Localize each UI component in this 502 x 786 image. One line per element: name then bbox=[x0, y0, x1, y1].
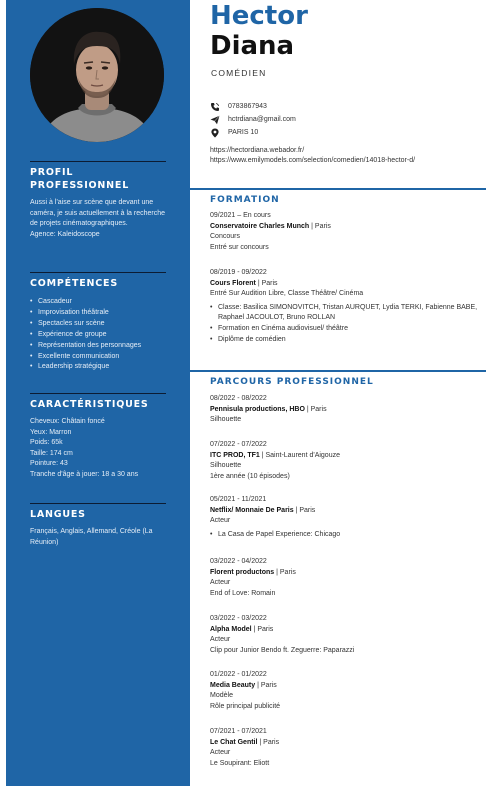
portrait-image bbox=[30, 8, 164, 142]
list-item: • Formation en Cinéma audiovisuel/ théâtre bbox=[210, 324, 486, 335]
experience-entry bbox=[210, 727, 486, 769]
entry-org-line bbox=[210, 451, 486, 462]
entry-place: | Paris bbox=[255, 681, 277, 689]
profile-photo bbox=[30, 8, 164, 142]
entry-org-line bbox=[210, 279, 486, 290]
section-title: PROFIL bbox=[30, 167, 74, 178]
characteristic-line: Tranche d'âge à jouer: 18 a 30 ans bbox=[30, 470, 139, 478]
entry-bullets bbox=[210, 303, 486, 345]
phone-number[interactable]: 0783867943 bbox=[228, 103, 267, 110]
entry-line: Rôle principal publicité bbox=[210, 702, 281, 710]
entry-org-line bbox=[210, 625, 486, 636]
characteristic-line: Cheveux: Châtain foncé bbox=[30, 418, 105, 425]
entry-line: End of Love: Romain bbox=[210, 589, 276, 597]
formation-entry bbox=[210, 268, 486, 345]
job-title: COMÉDIEN bbox=[211, 68, 267, 78]
entry-date: 01/2022 - 01/2022 bbox=[210, 671, 267, 678]
formation-entry bbox=[210, 211, 486, 253]
characteristic-line: Yeux: Marron bbox=[30, 428, 72, 436]
experience-entry bbox=[210, 394, 486, 426]
experience-entry bbox=[210, 670, 486, 712]
entry-org-line bbox=[210, 506, 486, 517]
phone-icon bbox=[210, 101, 222, 112]
entry-place: | Paris bbox=[309, 222, 331, 230]
experience-entry bbox=[210, 495, 486, 540]
first-name: Hector bbox=[210, 1, 308, 31]
entry-org-line bbox=[210, 405, 486, 416]
section-title: LANGUES bbox=[30, 509, 86, 520]
entry-date: 05/2021 - 11/2021 bbox=[210, 496, 267, 503]
characteristic-line: Poids: 65k bbox=[30, 439, 63, 447]
divider bbox=[30, 272, 166, 273]
entry-org: Netflix/ Monnaie De Paris bbox=[210, 506, 294, 514]
entry-line: Clip pour Junior Bendo ft. Zeguerre: Paparazzi bbox=[210, 646, 355, 654]
website-link[interactable]: https://hectordiana.webador.fr/ bbox=[210, 147, 305, 154]
entry-org: ITC PROD, TF1 bbox=[210, 451, 260, 459]
entry-place: | Paris bbox=[293, 506, 316, 514]
entry-org: Media Beauty bbox=[210, 681, 256, 689]
languages-text: Français, Anglais, Allemand, Créole (La Réunion) bbox=[30, 528, 153, 546]
list-item: • Improvisation théâtrale bbox=[30, 308, 170, 319]
entry-org: Florent productons bbox=[210, 568, 275, 576]
entry-org: Cours Florent bbox=[210, 279, 256, 287]
main-content bbox=[190, 0, 502, 786]
entry-line: Concours bbox=[210, 233, 240, 241]
section-title-parcours: PARCOURS PROFESSIONNEL bbox=[210, 377, 374, 387]
entry-org: Conservatoire Charles Munch bbox=[210, 222, 310, 230]
phone-row bbox=[210, 100, 490, 113]
entry-line: Acteur bbox=[210, 517, 231, 525]
section-title: PROFESSIONNEL bbox=[30, 180, 130, 191]
profil-agency: Agence: Kaleidoscope bbox=[30, 230, 100, 238]
email-row bbox=[210, 113, 490, 126]
divider bbox=[190, 370, 486, 372]
section-title: COMPÉTENCES bbox=[30, 278, 118, 289]
entry-line: Acteur bbox=[210, 636, 231, 644]
entry-place: | Paris bbox=[257, 738, 280, 746]
entry-org-line bbox=[210, 568, 486, 579]
divider bbox=[30, 393, 166, 394]
section-caracteristiques bbox=[30, 393, 170, 481]
entry-line: Silhouette bbox=[210, 462, 242, 470]
entry-date: 03/2022 - 03/2022 bbox=[210, 615, 267, 622]
section-title: CARACTÉRISTIQUES bbox=[30, 399, 149, 410]
entry-date: 09/2021 – En cours bbox=[210, 212, 271, 219]
list-item: • Expérience de groupe bbox=[30, 330, 170, 341]
entry-place: | Saint-Laurent d'Aigouze bbox=[259, 451, 340, 459]
entry-place: | Paris bbox=[251, 625, 274, 633]
send-icon bbox=[210, 114, 222, 125]
entry-org-line bbox=[210, 681, 486, 692]
profil-text bbox=[30, 198, 170, 240]
divider bbox=[190, 188, 486, 190]
characteristic-line: Pointure: 43 bbox=[30, 460, 68, 468]
email-address[interactable]: hctrdiana@gmail.com bbox=[228, 116, 296, 123]
entry-line: Modèle bbox=[210, 692, 233, 700]
skills-list bbox=[30, 297, 170, 373]
entry-date: 07/2022 - 07/2022 bbox=[210, 441, 267, 448]
last-name: Diana bbox=[210, 31, 295, 61]
entry-date: 08/2022 - 08/2022 bbox=[210, 395, 267, 402]
entry-line: Entré sur concours bbox=[210, 243, 269, 251]
entry-org: Pennisula productions, HBO bbox=[210, 405, 305, 413]
section-title-formation: FORMATION bbox=[210, 195, 280, 205]
entry-date: 03/2022 - 04/2022 bbox=[210, 558, 267, 565]
location-row bbox=[210, 126, 490, 139]
entry-org: Le Chat Gentil bbox=[210, 738, 258, 746]
list-item: • Cascadeur bbox=[30, 297, 170, 308]
characteristic-line: Taille: 174 cm bbox=[30, 449, 73, 457]
entry-bullets bbox=[210, 530, 486, 541]
entry-line: Acteur bbox=[210, 579, 231, 587]
list-item: • Leadership stratégique bbox=[30, 362, 170, 373]
entry-line: 1ère année (10 épisodes) bbox=[210, 472, 290, 480]
section-profil bbox=[30, 161, 170, 240]
list-item: • Représentation des personnages bbox=[30, 341, 170, 352]
divider bbox=[30, 161, 166, 162]
profil-description: Aussi à l'aise sur scène que devant une caméra, je suis actuellement à la recherche de projets cinématographiques. bbox=[30, 199, 166, 228]
list-item: • Excellente communication bbox=[30, 352, 170, 363]
section-competences bbox=[30, 272, 170, 373]
entry-place: | Paris bbox=[274, 568, 296, 576]
entry-org-line bbox=[210, 222, 486, 233]
links-block bbox=[210, 146, 500, 166]
list-item: • Classe: Basilica SIMONOVITCH, Tristan AURQUET, Lydia TERKI, Fabienne BABE, Raphael JACOULOT, Bruno ROLLAN bbox=[210, 303, 486, 324]
entry-date: 08/2019 - 09/2022 bbox=[210, 269, 267, 276]
entry-org: Alpha Model bbox=[210, 625, 252, 633]
divider bbox=[30, 503, 166, 504]
list-item: • La Casa de Papel Experience: Chicago bbox=[210, 530, 486, 541]
entry-line: Acteur bbox=[210, 749, 231, 757]
entry-place: | Paris bbox=[255, 279, 278, 287]
experience-entry bbox=[210, 440, 486, 482]
list-item: • Spectacles sur scène bbox=[30, 319, 170, 330]
list-item: • Diplôme de comédien bbox=[210, 335, 486, 346]
entry-line: Entré Sur Audition Libre, Classe Théâtre/ Cinéma bbox=[210, 290, 364, 298]
entry-place: | Paris bbox=[304, 405, 327, 413]
experience-entry bbox=[210, 614, 486, 656]
location-pin-icon bbox=[210, 127, 222, 138]
entry-line: Le Soupirant: Eliott bbox=[210, 759, 270, 767]
entry-date: 07/2021 - 07/2021 bbox=[210, 728, 267, 735]
city: PARIS 10 bbox=[228, 129, 259, 136]
agency-link[interactable]: https://www.emilymodels.com/selection/comedien/14018-hector-d/ bbox=[210, 157, 416, 164]
section-langues bbox=[30, 503, 170, 548]
contact-block bbox=[210, 100, 490, 139]
sidebar bbox=[6, 0, 190, 786]
experience-entry bbox=[210, 557, 486, 599]
characteristics-text bbox=[30, 417, 170, 481]
entry-org-line bbox=[210, 738, 486, 749]
entry-line: Silhouette bbox=[210, 416, 242, 424]
